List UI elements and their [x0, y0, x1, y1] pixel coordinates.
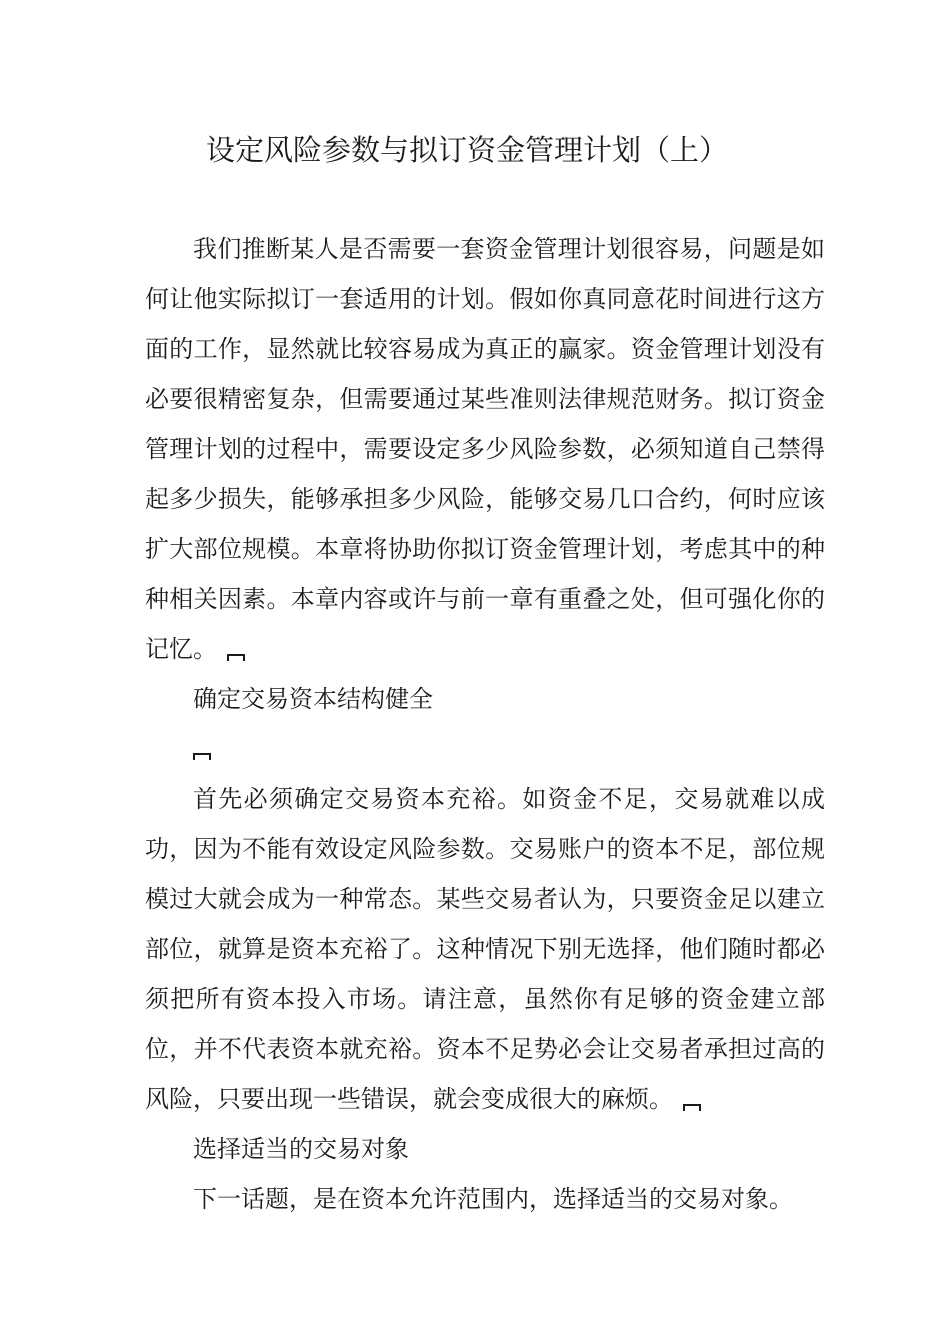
paragraph-capital-text: 首先必须确定交易资本充裕。如资金不足，交易就难以成功，因为不能有效设定风险参数。交易账户的资本不足，部位规模过大就会成为一种常态。某些交易者认为，只要资金足以建立部位，就算是资本充裕了。这种情况下别无选择，他们随时都必须把所有资本投入市场。请注意，虽然你有足够的资金建立部位，并不代表资本就充裕。资本不足势必会让交易者承担过高的风险，只要出现一些错误，就会变成很大的麻烦。 — [145, 785, 825, 1113]
section-heading-selection: 选择适当的交易对象 — [193, 1135, 409, 1163]
empty-paragraph-line — [145, 724, 825, 774]
paragraph-capital — [145, 774, 825, 1124]
paragraph-intro — [145, 224, 825, 674]
paragraph-intro-text: 我们推断某人是否需要一套资金管理计划很容易，问题是如何让他实际拟订一套适用的计划。假如你真同意花时间进行这方面的工作，显然就比较容易成为真正的赢家。资金管理计划没有必要很精密复杂，但需要通过某些准则法律规范财务。拟订资金管理计划的过程中，需要设定多少风险参数，必须知道自己禁得起多少损失，能够承担多少风险，能够交易几口合约，何时应该扩大部位规模。本章将协助你拟订资金管理计划，考虑其中的种种相关因素。本章内容或许与前一章有重叠之处，但可强化你的记忆。 — [145, 235, 825, 663]
paragraph-mark-icon — [193, 753, 211, 760]
paragraph-mark-icon — [227, 654, 245, 661]
document-title: 设定风险参数与拟订资金管理计划（上） — [205, 133, 728, 167]
document-body — [145, 224, 825, 1224]
section-heading-capital: 确定交易资本结构健全 — [193, 685, 433, 713]
paragraph-selection: 下一话题，是在资本允许范围内，选择适当的交易对象。 — [193, 1185, 793, 1213]
paragraph-mark-icon — [683, 1104, 701, 1111]
